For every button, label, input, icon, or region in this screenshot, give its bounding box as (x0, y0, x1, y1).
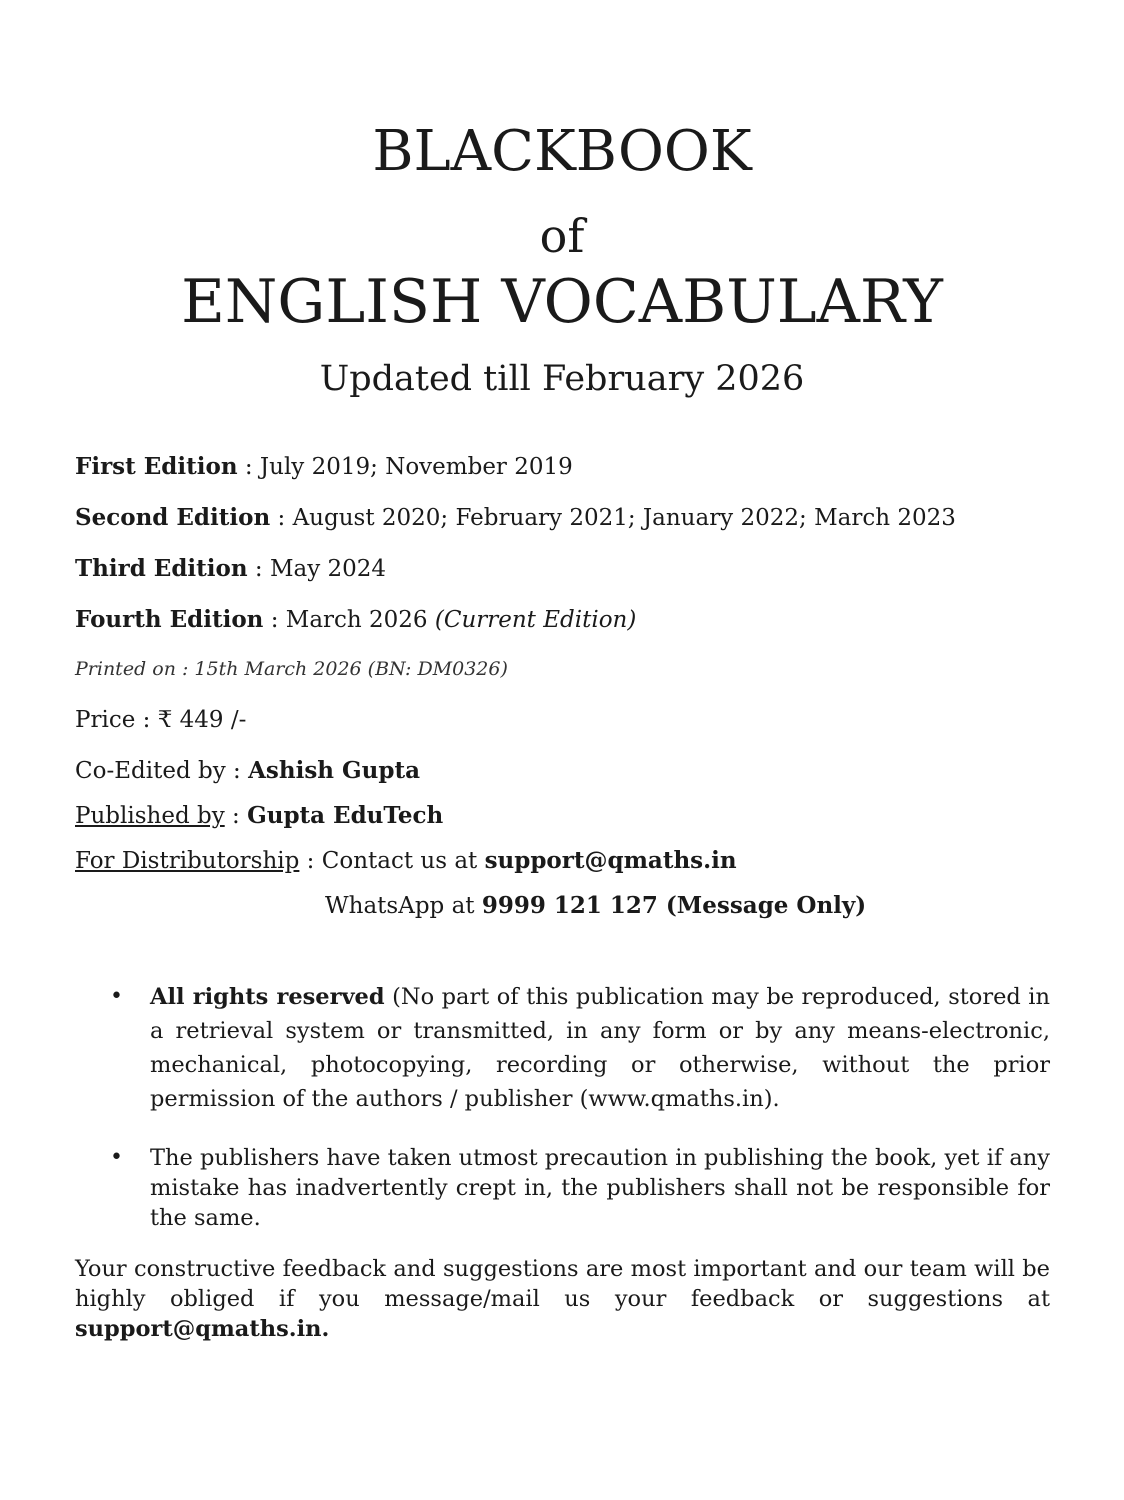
edition-separator: : (263, 607, 286, 633)
bullet-text (150, 980, 1050, 1116)
bullet-icon: • (110, 1145, 123, 1170)
whatsapp-row (325, 891, 866, 921)
edition-label: Fourth Edition (75, 606, 264, 633)
edition-row-third (75, 554, 386, 584)
co-edited-row (75, 756, 420, 786)
bullet-icon: • (110, 984, 123, 1009)
bullet-item-rights (110, 980, 1050, 1120)
feedback-text: Your constructive feedback and suggestions are most important and our team will be highly obliged if you message/mail us your feedback or suggestions at (75, 1256, 1050, 1312)
distribution-separator: : (299, 848, 322, 874)
feedback-paragraph (75, 1254, 1050, 1344)
edition-row-first (75, 452, 573, 482)
distribution-label: For Distributorship (75, 848, 300, 874)
current-edition-note: (Current Edition) (434, 607, 637, 633)
edition-value: May 2024 (269, 556, 387, 582)
price: Price : ₹ 449 /- (75, 707, 247, 733)
bullet-item-disclaimer (110, 1143, 1050, 1239)
publisher-name: Gupta EduTech (247, 802, 444, 829)
edition-separator: : (247, 556, 270, 582)
published-separator: : (224, 803, 248, 829)
distribution-row (75, 846, 737, 876)
book-title-line-3: ENGLISH VOCABULARY (181, 267, 943, 337)
book-title-line-1: BLACKBOOK (372, 119, 752, 184)
bullet-bold-label: All rights reserved (150, 984, 385, 1010)
co-edited-label: Co-Edited by : (75, 758, 249, 784)
contact-email[interactable]: support@qmaths.in (484, 847, 737, 874)
published-label: Published by (75, 803, 225, 829)
whatsapp-text: WhatsApp at (325, 893, 482, 919)
edition-value: August 2020; February 2021; January 2022; March 2023 (292, 505, 956, 531)
co-editor-name: Ashish Gupta (248, 757, 420, 784)
edition-value: July 2019; November 2019 (259, 454, 573, 480)
bullet-text (150, 1143, 1050, 1233)
edition-label: First Edition (75, 453, 238, 480)
book-title-line-2: of (539, 209, 585, 263)
book-subtitle: Updated till February 2026 (319, 359, 805, 399)
edition-separator: : (237, 454, 260, 480)
edition-separator: : (270, 505, 293, 531)
printed-on: Printed on : 15th March 2026 (BN: DM0326) (75, 658, 508, 680)
edition-row-second (75, 503, 956, 533)
edition-row-fourth (75, 605, 636, 635)
edition-label: Third Edition (75, 555, 248, 582)
bullet-body: (No part of this publication may be reproduced, stored in a retrieval system or transmitted, in any form or by any means-electronic, mechanical, photocopying, recording or otherwise, without the prior permission of the authors / publisher (www.qmaths.in). (150, 984, 1050, 1112)
published-row (75, 801, 443, 831)
whatsapp-number: 9999 121 127 (Message Only) (481, 892, 867, 919)
contact-text: Contact us at (321, 848, 485, 874)
edition-value: March 2026 (285, 607, 435, 633)
feedback-email[interactable]: support@qmaths.in. (75, 1316, 330, 1342)
bullet-body: The publishers have taken utmost precaution in publishing the book, yet if any mistake has inadvertently crept in, the publishers shall not be responsible for the same. (150, 1145, 1050, 1231)
edition-label: Second Edition (75, 504, 271, 531)
